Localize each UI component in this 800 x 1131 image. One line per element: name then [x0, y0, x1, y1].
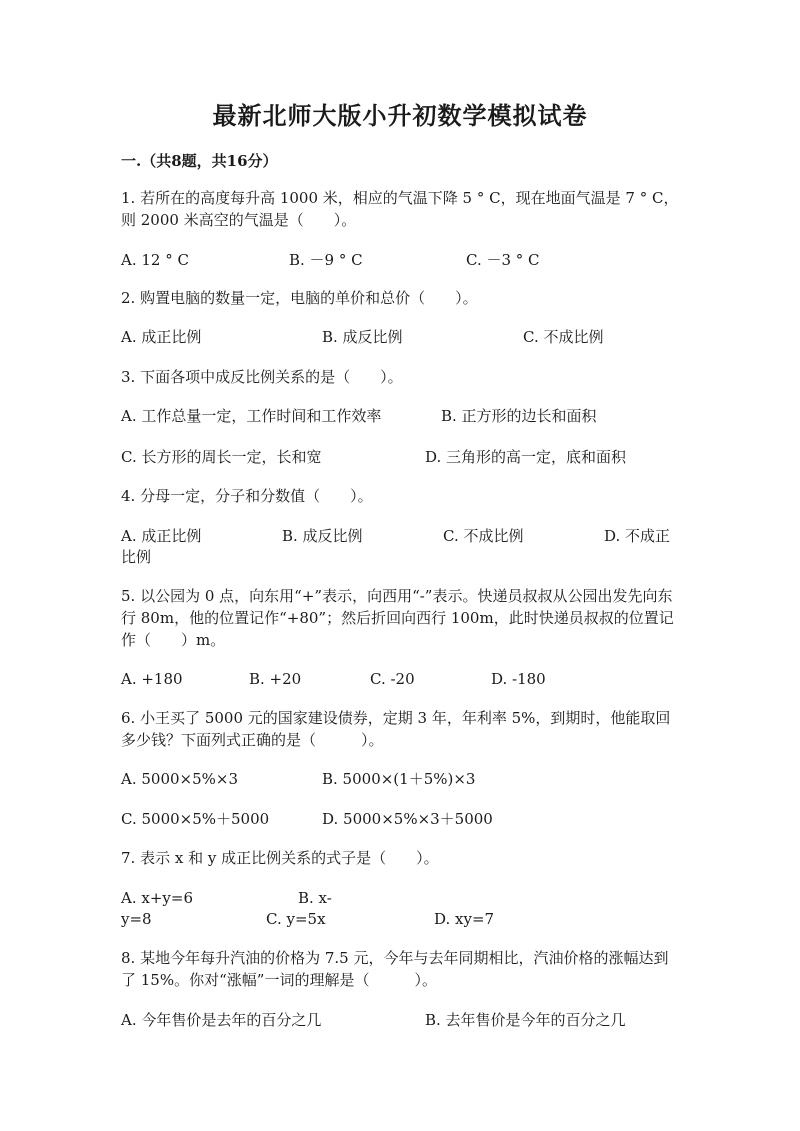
- q7-option-a: A. x+y=6: [121, 889, 193, 907]
- q4-option-c: C. 不成比例: [443, 527, 524, 545]
- q5-option-a: A. +180: [121, 670, 183, 688]
- q5-option-d: D. -180: [491, 670, 546, 688]
- q3-option-a: A. 工作总量一定，工作时间和工作效率: [121, 407, 382, 425]
- q7-option-b-wrap: y=8: [121, 910, 152, 928]
- q4-option-a: A. 成正比例: [121, 527, 202, 545]
- q6-option-c: C. 5000×5%＋5000: [121, 810, 270, 828]
- q4-option-d-wrap: 比例: [121, 548, 152, 566]
- q1-option-b: B. －9 ° C: [289, 251, 363, 269]
- q3-option-b: B. 正方形的边长和面积: [441, 407, 597, 425]
- q2-option-c: C. 不成比例: [523, 328, 604, 346]
- q4-option-d: D. 不成正: [604, 527, 671, 545]
- q5-option-c: C. -20: [370, 670, 415, 688]
- q5-option-b: B. +20: [249, 670, 302, 688]
- page-title: 最新北师大版小升初数学模拟试卷: [212, 101, 588, 130]
- q8-option-b: B. 去年售价是今年的百分之几: [425, 1011, 626, 1029]
- question-1: 1. 若所在的高度每升高 1000 米，相应的气温下降 5 ° C，现在地面气温是 7 ° C，则 2000 米高空的气温是（ ）。: [121, 189, 679, 229]
- q6-option-d: D. 5000×5%×3＋5000: [322, 810, 493, 828]
- q3-option-d: D. 三角形的高一定，底和面积: [425, 448, 627, 466]
- q1-option-a: A. 12 ° C: [121, 251, 189, 269]
- q7-option-c: C. y=5x: [266, 910, 326, 928]
- question-3: 3. 下面各项中成反比例关系的是（ ）。: [121, 368, 403, 386]
- q1-option-c: C. －3 ° C: [466, 251, 540, 269]
- q3-option-c: C. 长方形的周长一定，长和宽: [121, 448, 322, 466]
- q8-option-a: A. 今年售价是去年的百分之几: [121, 1011, 322, 1029]
- q7-option-d: D. xy=7: [434, 910, 495, 928]
- question-6: 6. 小王买了 5000 元的国家建设债券，定期 3 年，年利率 5%，到期时，他能取回多少钱？下面列式正确的是（ ）。: [121, 709, 671, 749]
- q2-option-a: A. 成正比例: [121, 328, 202, 346]
- question-4: 4. 分母一定，分子和分数值（ ）。: [121, 487, 373, 505]
- q6-option-a: A. 5000×5%×3: [121, 770, 239, 788]
- section-heading: 一.（共8题，共16分）: [121, 152, 278, 170]
- q4-option-b: B. 成反比例: [282, 527, 363, 545]
- question-2: 2. 购置电脑的数量一定，电脑的单价和总价（ ）。: [121, 289, 478, 307]
- q7-option-b: B. x-: [298, 889, 332, 907]
- question-8: 8. 某地今年每升汽油的价格为 7.5 元，今年与去年同期相比，汽油价格的涨幅达到了 15%。你对“涨幅”一词的理解是（ ）。: [121, 949, 669, 989]
- question-7: 7. 表示 x 和 y 成正比例关系的式子是（ ）。: [121, 849, 439, 867]
- q2-option-b: B. 成反比例: [322, 328, 403, 346]
- q6-option-b: B. 5000×(1＋5%)×3: [322, 770, 476, 788]
- question-5: 5. 以公园为 0 点，向东用“+”表示，向西用“-”表示。快递员叔叔从公园出发先向东行 80m，他的位置记作“+80”；然后折回向西行 100m，此时快递员叔叔的位置记作（ ）m。: [121, 587, 674, 649]
